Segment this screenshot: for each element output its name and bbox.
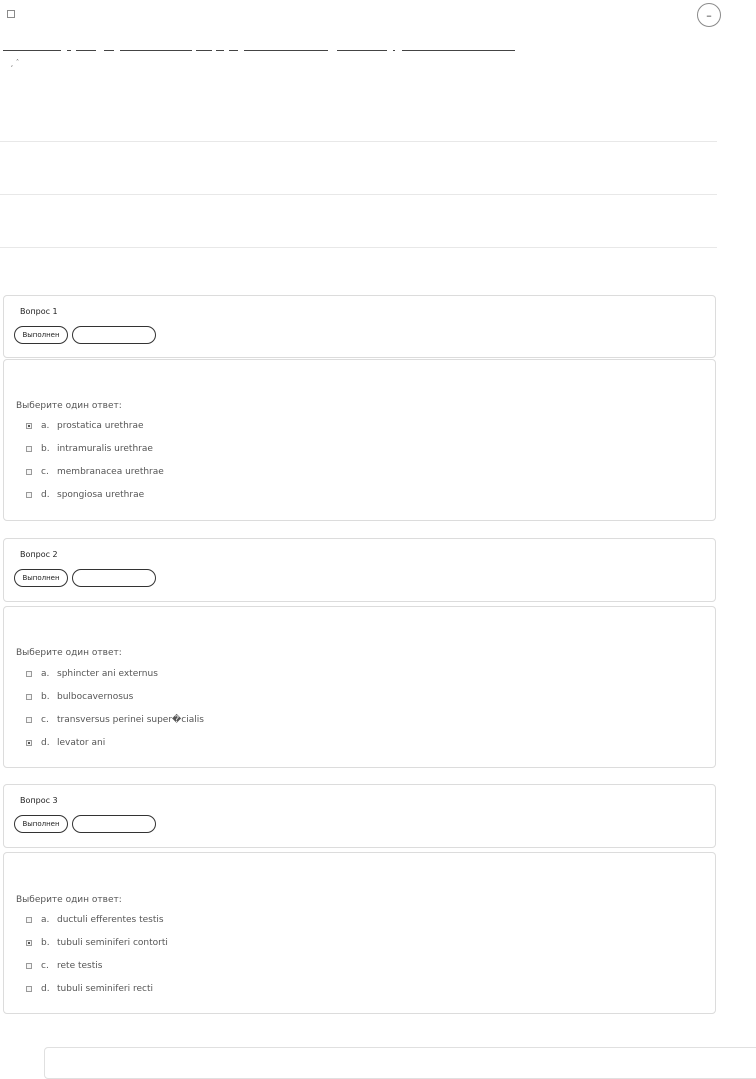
divider [0,194,717,195]
answer-option[interactable] [26,713,204,727]
user-menu-button[interactable] [697,3,721,27]
option-letter: a. [41,421,50,431]
breadcrumb-link[interactable] [229,50,238,51]
option-letter: a. [41,669,50,679]
question-grade-field [72,326,156,344]
question-status-badge: Выполнен [14,815,68,833]
breadcrumb-link[interactable] [393,50,395,51]
radio-icon[interactable] [26,986,32,992]
breadcrumb-link[interactable] [196,50,212,51]
quiz-navigation-panel [44,1047,756,1079]
option-text: rete testis [57,961,103,971]
answer-option[interactable] [26,913,164,927]
option-text: transversus perinei super�cialis [57,715,204,725]
answer-option[interactable] [26,982,153,996]
breadcrumb-link[interactable] [216,50,224,51]
question-title: Вопрос 2 [20,550,58,559]
user-menu-label: – [706,8,712,22]
answer-option[interactable] [26,736,105,750]
breadcrumb-link[interactable] [76,50,96,51]
option-letter: b. [41,692,50,702]
question-content [3,359,716,521]
option-letter: c. [41,467,49,477]
breadcrumb-link[interactable] [337,50,387,51]
option-text: ductuli efferentes testis [57,915,164,925]
question-grade-field [72,815,156,833]
question-title: Вопрос 1 [20,307,58,316]
checkbox-icon[interactable] [7,10,15,18]
radio-icon[interactable] [26,446,32,452]
question-info [3,295,716,358]
breadcrumb-link[interactable] [3,50,61,51]
option-text: bulbocavernosus [57,692,134,702]
breadcrumb-link[interactable] [244,50,328,51]
answer-option[interactable] [26,488,144,502]
breadcrumb-sub-mark: ¸ ˆ [10,59,20,67]
option-text: prostatica urethrae [57,421,144,431]
breadcrumb-link[interactable] [67,50,71,51]
question-grade-field [72,569,156,587]
option-letter: d. [41,738,50,748]
breadcrumb-link[interactable] [120,50,192,51]
option-text: spongiosa urethrae [57,490,145,500]
option-text: tubuli seminiferi recti [57,984,153,994]
radio-icon[interactable] [26,469,32,475]
question-content [3,606,716,768]
radio-icon[interactable] [26,492,32,498]
option-letter: b. [41,938,50,948]
question-prompt: Выберите один ответ: [16,895,122,905]
option-text: tubuli seminiferi contorti [57,938,168,948]
option-letter: b. [41,444,50,454]
radio-icon[interactable] [26,717,32,723]
answer-option[interactable] [26,936,168,950]
answer-option[interactable] [26,690,133,704]
option-text: membranacea urethrae [57,467,164,477]
divider [0,141,717,142]
question-title: Вопрос 3 [20,796,58,805]
question-content [3,852,716,1014]
question-info [3,538,716,602]
option-letter: d. [41,984,50,994]
question-prompt: Выберите один ответ: [16,401,122,411]
question-status-badge: Выполнен [14,326,68,344]
option-text: intramuralis urethrae [57,444,153,454]
radio-icon[interactable] [26,671,32,677]
radio-icon[interactable] [26,740,32,746]
radio-icon[interactable] [26,917,32,923]
answer-option[interactable] [26,465,164,479]
radio-icon[interactable] [26,940,32,946]
breadcrumb-link[interactable] [402,50,515,51]
divider [0,247,717,248]
radio-icon[interactable] [26,694,32,700]
answer-option[interactable] [26,419,144,433]
answer-option[interactable] [26,667,158,681]
answer-option[interactable] [26,959,102,973]
option-letter: c. [41,715,49,725]
option-letter: c. [41,961,49,971]
radio-icon[interactable] [26,423,32,429]
question-info [3,784,716,848]
option-letter: d. [41,490,50,500]
question-status-badge: Выполнен [14,569,68,587]
option-letter: a. [41,915,50,925]
radio-icon[interactable] [26,963,32,969]
option-text: levator ani [57,738,106,748]
breadcrumb-link[interactable] [104,50,114,51]
answer-option[interactable] [26,442,153,456]
option-text: sphincter ani externus [57,669,158,679]
question-prompt: Выберите один ответ: [16,648,122,658]
